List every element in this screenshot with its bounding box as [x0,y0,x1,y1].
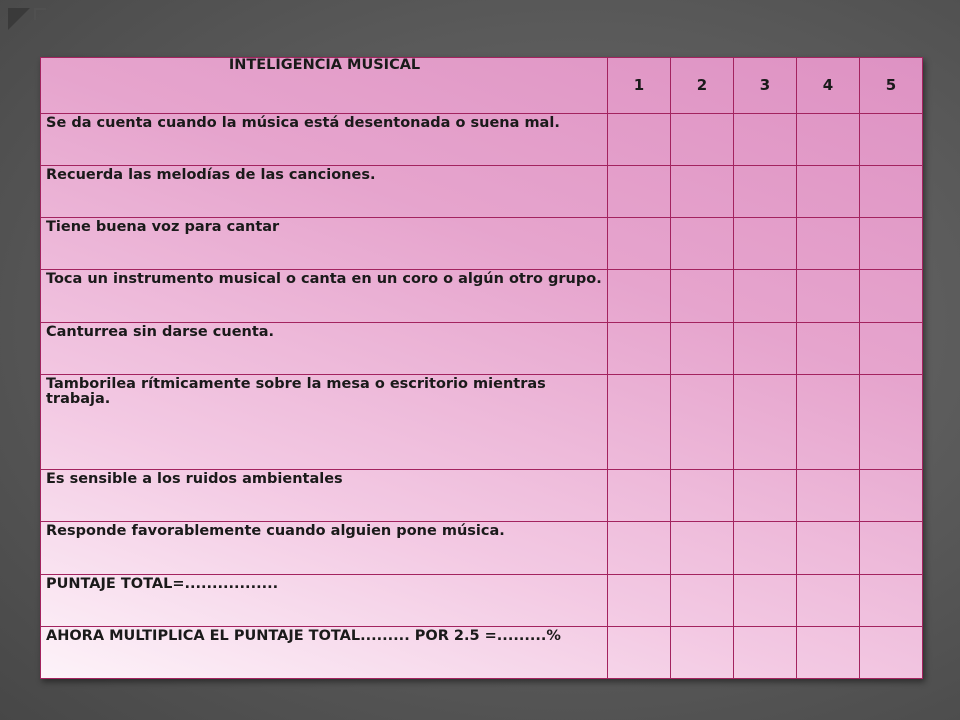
score-cell-3[interactable] [734,574,797,626]
score-cell-5[interactable] [860,626,923,678]
score-cell-3[interactable] [734,322,797,374]
row-statement: AHORA MULTIPLICA EL PUNTAJE TOTAL......... POR 2.5 =.........% [41,626,608,678]
table-row [41,166,923,218]
table-row [41,522,923,574]
score-cell-4[interactable] [797,374,860,470]
score-cell-2[interactable] [671,374,734,470]
survey-table-body [41,58,923,679]
score-cell-5[interactable] [860,114,923,166]
score-cell-5[interactable] [860,166,923,218]
score-cell-1[interactable] [608,114,671,166]
table-row [41,322,923,374]
score-col-4: 4 [797,58,860,114]
table-row [41,270,923,322]
score-cell-1[interactable] [608,626,671,678]
score-cell-1[interactable] [608,574,671,626]
table-title: INTELIGENCIA MUSICAL [41,58,608,114]
score-cell-1[interactable] [608,218,671,270]
score-cell-4[interactable] [797,114,860,166]
row-statement: Canturrea sin darse cuenta. [41,322,608,374]
score-col-3: 3 [734,58,797,114]
score-cell-2[interactable] [671,218,734,270]
score-cell-3[interactable] [734,218,797,270]
score-cell-3[interactable] [734,114,797,166]
header-row [41,58,923,114]
score-col-5: 5 [860,58,923,114]
survey-table-panel [40,57,923,679]
table-row [41,626,923,678]
score-cell-3[interactable] [734,626,797,678]
score-cell-5[interactable] [860,218,923,270]
score-cell-1[interactable] [608,166,671,218]
table-row [41,470,923,522]
slide-corner-mark [34,8,46,20]
score-cell-5[interactable] [860,322,923,374]
score-cell-1[interactable] [608,322,671,374]
table-row [41,574,923,626]
score-cell-1[interactable] [608,470,671,522]
score-cell-4[interactable] [797,470,860,522]
row-statement: Se da cuenta cuando la música está desentonada o suena mal. [41,114,608,166]
score-cell-3[interactable] [734,522,797,574]
slide-corner-arrow [8,8,30,30]
row-statement: PUNTAJE TOTAL=................. [41,574,608,626]
score-cell-4[interactable] [797,270,860,322]
score-cell-4[interactable] [797,626,860,678]
row-statement: Tiene buena voz para cantar [41,218,608,270]
score-cell-4[interactable] [797,522,860,574]
row-statement: Tamborilea rítmicamente sobre la mesa o escritorio mientras trabaja. [41,374,608,470]
score-cell-5[interactable] [860,270,923,322]
score-cell-2[interactable] [671,270,734,322]
table-row [41,374,923,470]
row-statement: Responde favorablemente cuando alguien pone música. [41,522,608,574]
score-cell-2[interactable] [671,114,734,166]
score-col-1: 1 [608,58,671,114]
table-row [41,114,923,166]
score-col-2: 2 [671,58,734,114]
survey-table [40,57,923,679]
score-cell-4[interactable] [797,166,860,218]
score-cell-5[interactable] [860,574,923,626]
row-statement: Recuerda las melodías de las canciones. [41,166,608,218]
score-cell-2[interactable] [671,470,734,522]
score-cell-2[interactable] [671,322,734,374]
score-cell-4[interactable] [797,574,860,626]
row-statement: Toca un instrumento musical o canta en un coro o algún otro grupo. [41,270,608,322]
score-cell-5[interactable] [860,522,923,574]
score-cell-3[interactable] [734,166,797,218]
score-cell-2[interactable] [671,166,734,218]
score-cell-2[interactable] [671,522,734,574]
score-cell-5[interactable] [860,374,923,470]
score-cell-3[interactable] [734,270,797,322]
score-cell-1[interactable] [608,270,671,322]
score-cell-2[interactable] [671,626,734,678]
score-cell-3[interactable] [734,374,797,470]
score-cell-1[interactable] [608,374,671,470]
score-cell-3[interactable] [734,470,797,522]
score-cell-2[interactable] [671,574,734,626]
score-cell-5[interactable] [860,470,923,522]
row-statement: Es sensible a los ruidos ambientales [41,470,608,522]
score-cell-1[interactable] [608,522,671,574]
score-cell-4[interactable] [797,218,860,270]
score-cell-4[interactable] [797,322,860,374]
table-row [41,218,923,270]
